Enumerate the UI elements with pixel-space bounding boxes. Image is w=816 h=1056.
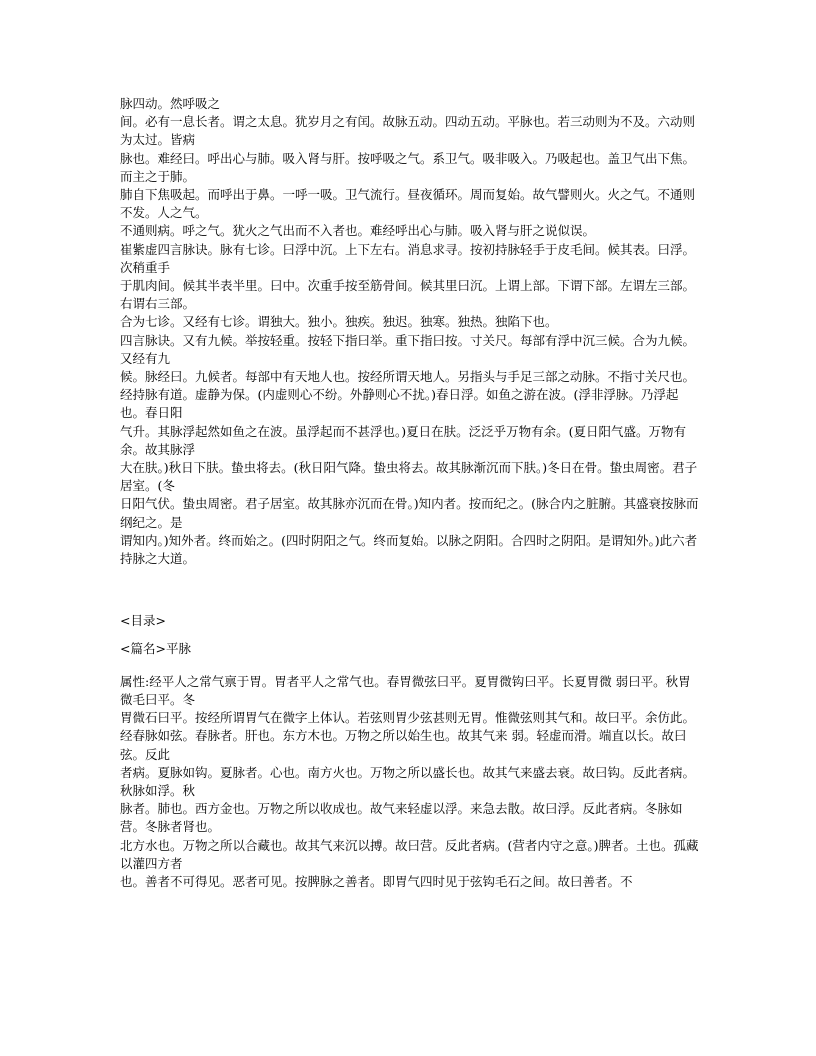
chapter-title: <篇名>平脉: [120, 641, 191, 657]
text-block-normal-pulse: 属性:经平人之常气禀于胃。胃者平人之常气也。春胃微弦曰平。夏胃微钩曰平。长夏胃微 弱曰平。秋胃微毛曰平。冬 胃微石曰平。按经所谓胃气在微字上体认。若弦则胃少弦甚则无胃。惟微弦则其气和。故曰平。余仿此。 经春脉如弦。春脉者。肝也。东方木也。万物之所以始生也。故其气来 弱。轻虚而滑。端直以长。故曰弦。反此 者病。夏脉如钩。夏脉者。心也。南方火也。万物之所以盛长也。故其气来盛去衰。故曰钩。反此者病。秋脉如浮。秋 脉者。肺也。西方金也。万物之所以收成也。故气来轻虚以浮。来急去散。故曰浮。反此者病。冬脉如营。冬脉者肾也。 北方水也。万物之所以合藏也。故其气来沉以搏。故曰营。反此者病。(营者内守之意。)脾者。土也。孤藏以灌四方者 也。善者不可得见。恶者可见。按脾脉之善者。即胃气四时见于弦钩毛石之间。故曰善者。不: [120, 673, 699, 889]
spacer: [120, 659, 700, 673]
document-page: [120, 95, 700, 891]
text-block-pulse-breathing: 脉四动。然呼吸之 间。必有一息长者。谓之太息。犹岁月之有闰。故脉五动。四动五动。平脉也。若三动则为不及。六动则为太过。皆病 脉也。难经曰。呼出心与肺。吸入肾与肝。按呼吸之气。系卫气。吸非吸入。乃吸起也。盖卫气出下焦。而主之于肺。 肺自下焦吸起。而呼出于鼻。一呼一吸。卫气流行。昼夜循环。周而复始。故气譬则火。火之气。不通则不发。人之气。 不通则病。呼之气。犹火之气出而不入者也。难经呼出心与肺。吸入肾与肝之说似误。 崔紫虚四言脉诀。脉有七诊。曰浮中沉。上下左右。消息求寻。按初持脉轻手于皮毛间。候其表。曰浮。次稍重手 于肌肉间。候其半表半里。曰中。次重手按至筋骨间。候其里曰沉。上谓上部。下谓下部。左谓左三部。右谓右三部。 合为七诊。又经有七诊。谓独大。独小。独疾。独迟。独寒。独热。独陷下也。 四言脉诀。又有九候。举按轻重。按轻下指曰举。重下指曰按。寸关尺。每部有浮中沉三候。合为九候。又经有九 候。脉经曰。九候者。每部中有天地人也。按经所谓天地人。另指头与手足三部之动脉。不指寸关尺也。 经持脉有道。虚静为保。(内虚则心不纷。外静则心不扰。)春日浮。如鱼之游在波。(浮非浮脉。乃浮起也。春日阳 气升。其脉浮起然如鱼之在波。虽浮起而不甚浮也。)夏日在肤。泛泛乎万物有余。(夏日阳气盛。万物有余。故其脉浮 大在肤。)秋日下肤。蛰虫将去。(秋日阳气降。蛰虫将去。故其脉渐沉而下肤。)冬日在骨。蛰虫周密。君子居室。(冬 日阳气伏。蛰虫周密。君子居室。故其脉亦沉而在骨。)知内者。按而纪之。(脉合内之脏腑。其盛衰按脉而纲纪之。是 谓知内。)知外者。终而始之。(四时阴阳之气。终而复始。以脉之阴阳。合四时之阴阳。是谓知外。)此六者持脉之大道。: [120, 96, 699, 567]
section-spacer: [120, 568, 700, 612]
toc-link[interactable]: <目录>: [120, 613, 166, 629]
spacer: [120, 630, 700, 640]
